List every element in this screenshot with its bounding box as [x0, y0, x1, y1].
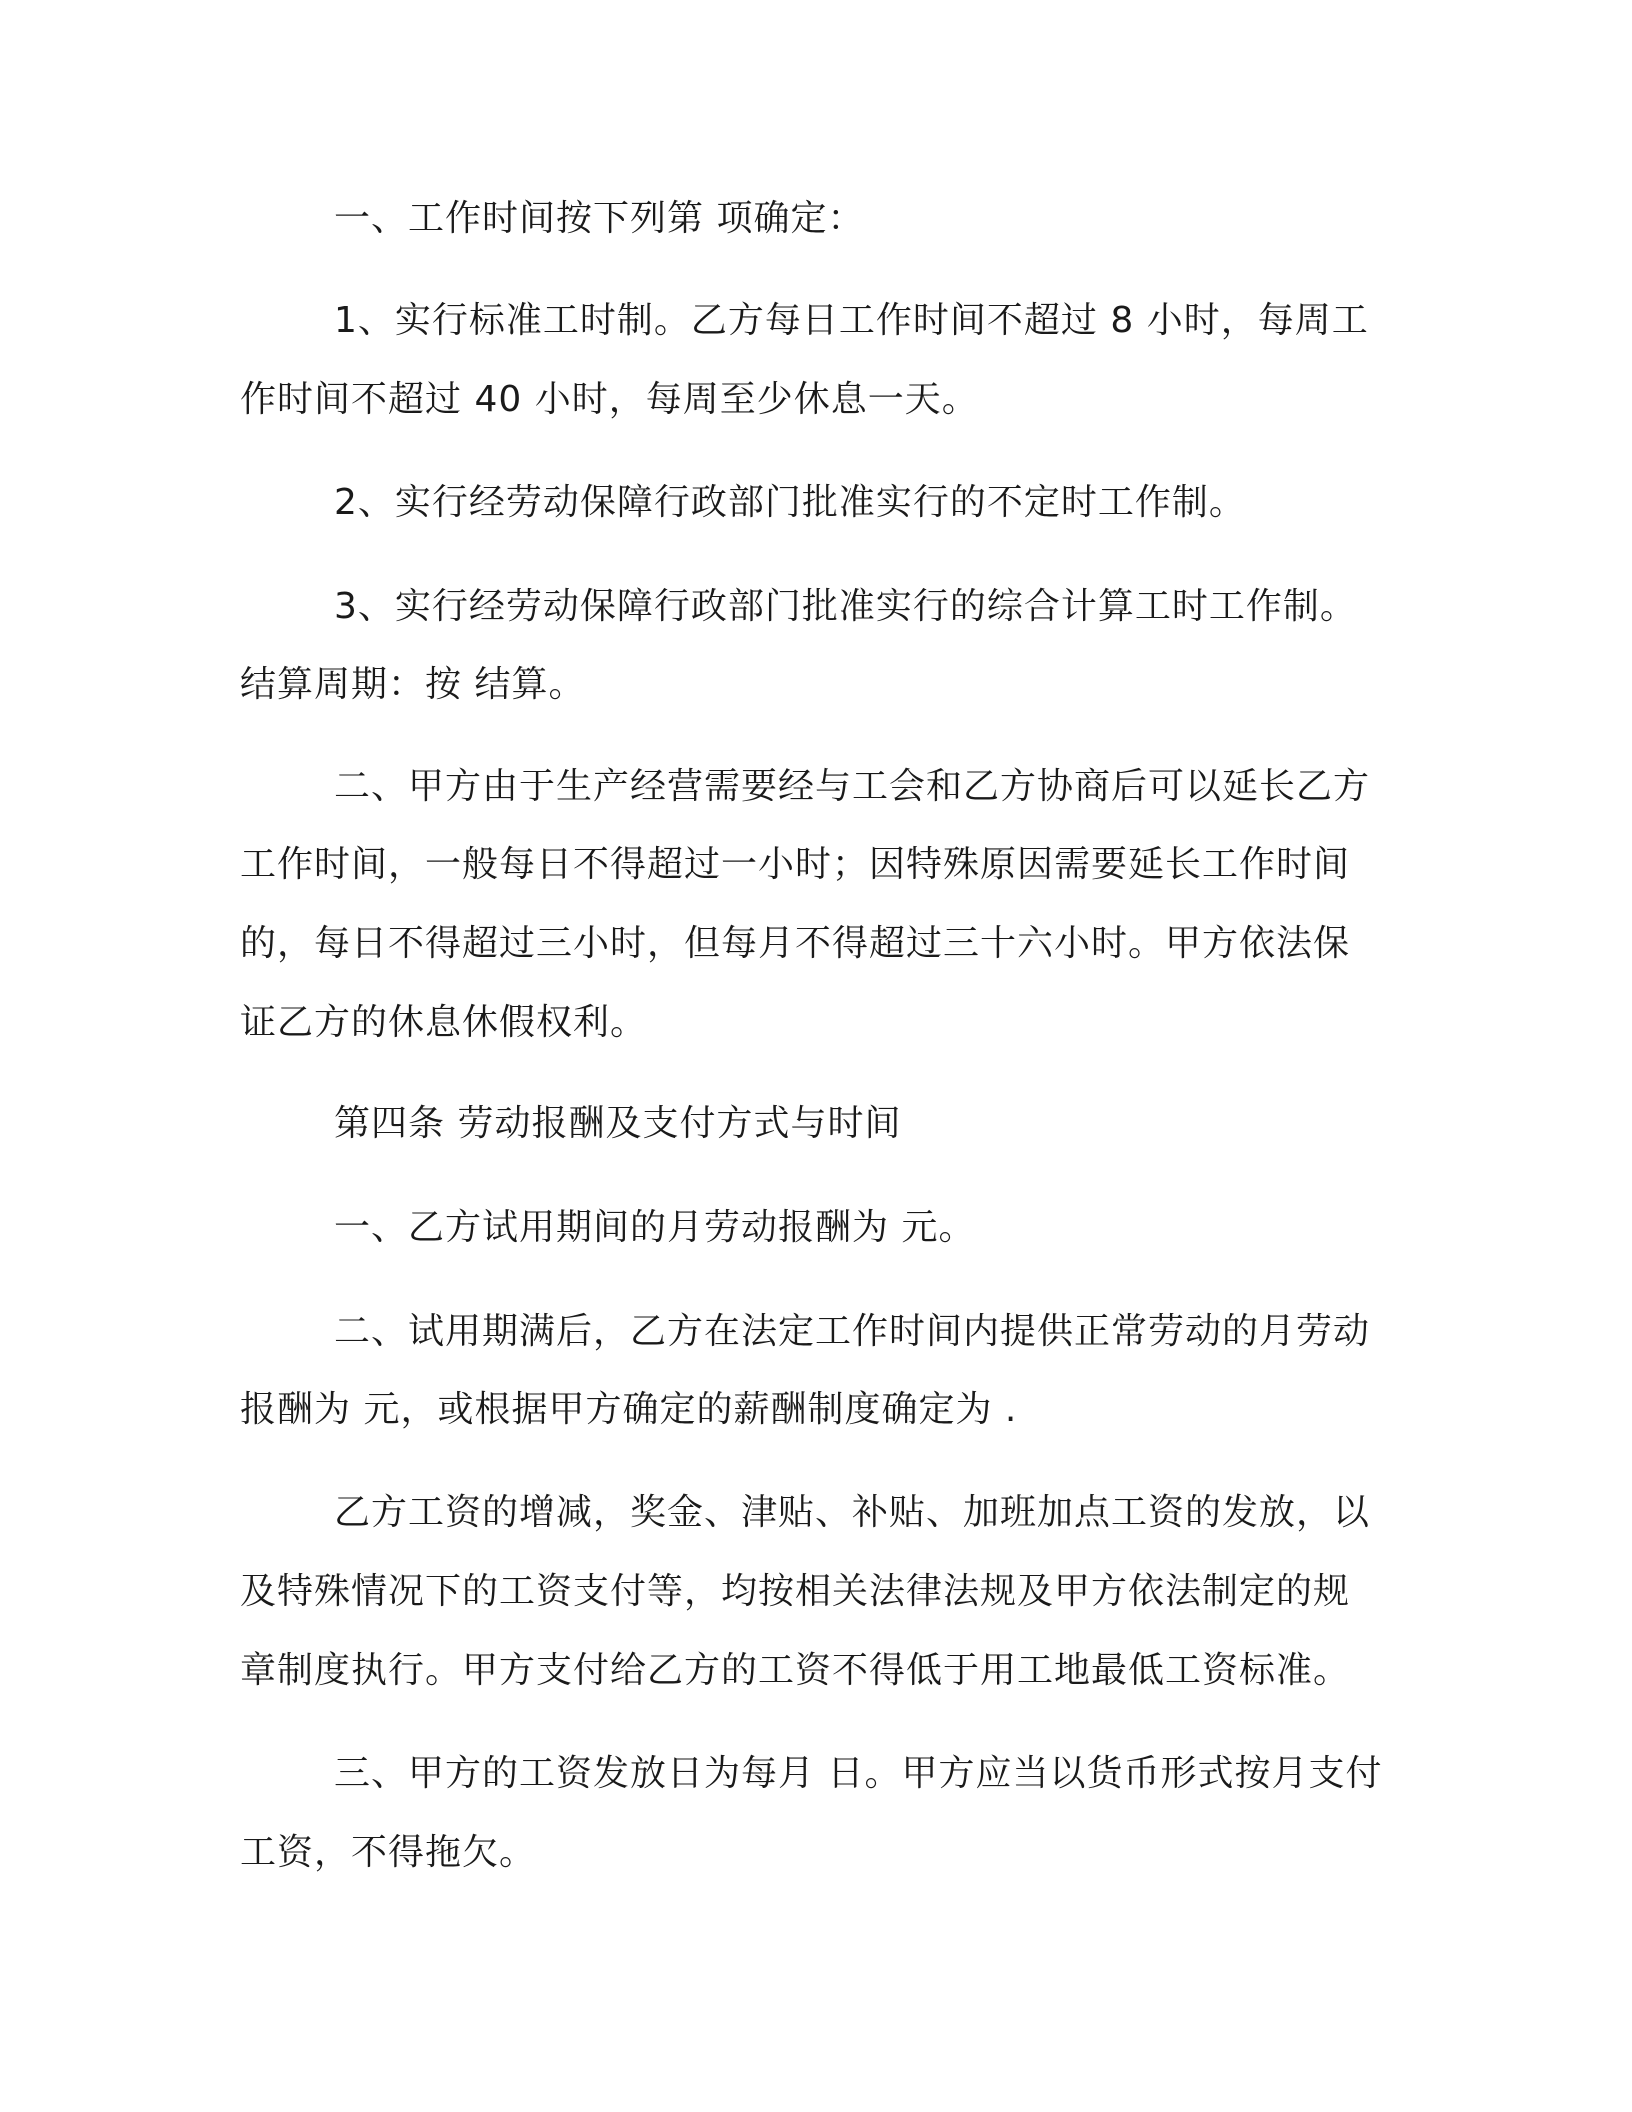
clause-working-hours-heading: 一、工作时间按下列第 项确定： — [334, 198, 865, 239]
clause-regular-pay-line-2: 报酬为 元，或根据甲方确定的薪酬制度确定为 . — [240, 1389, 1018, 1430]
clause-standard-hours-line-2: 作时间不超过 40 小时，每周至少休息一天。 — [240, 379, 979, 420]
clause-payday-line-1: 三、甲方的工资发放日为每月 日。甲方应当以货币形式按月支付 — [334, 1753, 1383, 1794]
clause-payday-line-2: 工资，不得拖欠。 — [240, 1832, 537, 1873]
clause-wage-adjustment-line-3: 章制度执行。甲方支付给乙方的工资不得低于用工地最低工资标准。 — [240, 1650, 1351, 1691]
clause-overtime-line-4: 证乙方的休息休假权利。 — [240, 1002, 648, 1043]
clause-overtime-line-2: 工作时间，一般每日不得超过一小时；因特殊原因需要延长工作时间 — [240, 844, 1351, 885]
clause-probation-pay: 一、乙方试用期间的月劳动报酬为 元。 — [334, 1207, 976, 1248]
clause-overtime-line-1: 二、甲方由于生产经营需要经与工会和乙方协商后可以延长乙方 — [334, 766, 1371, 807]
clause-flexible-hours: 2、实行经劳动保障行政部门批准实行的不定时工作制。 — [334, 482, 1246, 523]
clause-regular-pay-line-1: 二、试用期满后，乙方在法定工作时间内提供正常劳动的月劳动 — [334, 1311, 1371, 1352]
clause-comprehensive-hours-line-2: 结算周期：按 结算。 — [240, 664, 586, 705]
clause-comprehensive-hours-line-1: 3、实行经劳动保障行政部门批准实行的综合计算工时工作制。 — [334, 586, 1357, 627]
clause-wage-adjustment-line-2: 及特殊情况下的工资支付等，均按相关法律法规及甲方依法制定的规 — [240, 1571, 1351, 1612]
clause-wage-adjustment-line-1: 乙方工资的增减，奖金、津贴、补贴、加班加点工资的发放，以 — [334, 1492, 1371, 1533]
article-four-heading: 第四条 劳动报酬及支付方式与时间 — [334, 1103, 902, 1144]
clause-standard-hours-line-1: 1、实行标准工时制。乙方每日工作时间不超过 8 小时，每周工 — [334, 300, 1369, 341]
clause-overtime-line-3: 的，每日不得超过三小时，但每月不得超过三十六小时。甲方依法保 — [240, 923, 1351, 964]
